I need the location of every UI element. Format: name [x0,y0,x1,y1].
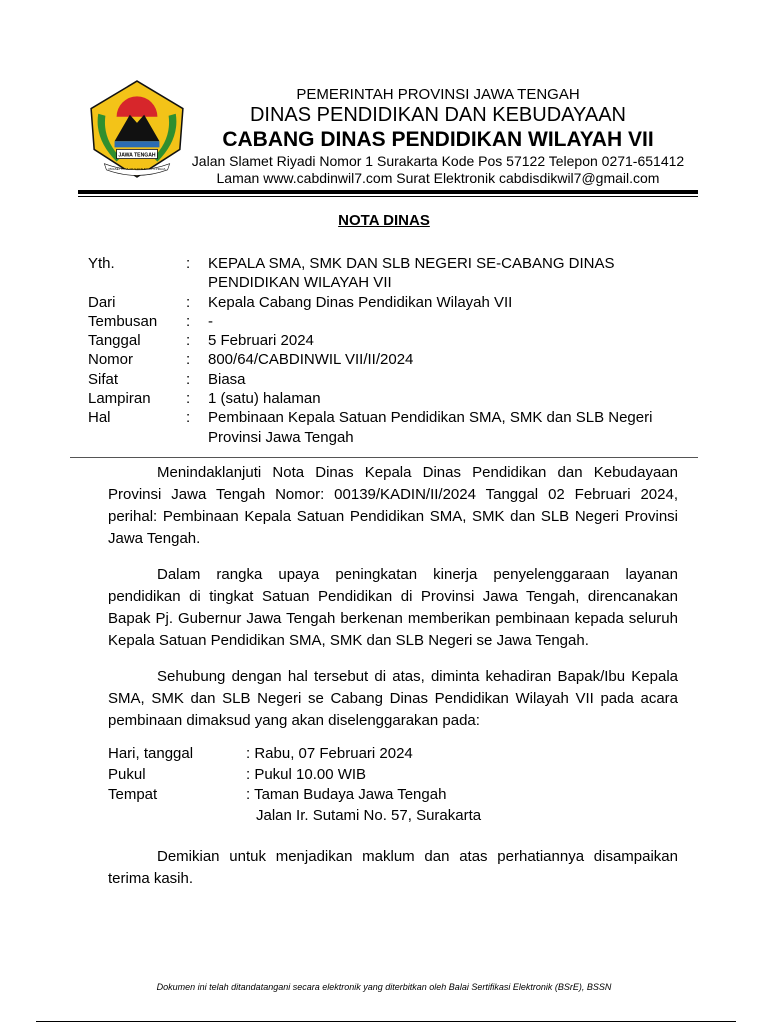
memo-metadata [88,254,688,447]
meta-row-lampiran [88,389,688,408]
meta-label: Yth. [88,255,115,272]
meta-value: Biasa [208,370,246,388]
schedule-value: : Rabu, 07 Februari 2024 [246,745,413,762]
meta-label: Tanggal [88,332,141,350]
schedule-row-date [108,744,678,765]
meta-row-dari [88,293,688,312]
meta-row-hal [88,408,688,447]
meta-value: 800/64/CABDINWIL VII/II/2024 [208,351,414,369]
jawa-tengah-emblem-logo [86,78,188,180]
schedule-label: Tempat [108,786,158,803]
schedule-value: Jalan Ir. Sutami No. 57, Surakarta [256,806,482,824]
meta-row-tanggal [88,331,688,350]
meta-label: Hal [88,409,111,427]
emblem-motto-text: PRASETYA ULAH SAKTI BHAKTI PRAJA [108,166,166,171]
meta-value: 1 (satu) halaman [208,390,321,408]
paragraph-2: Dalam rangka upaya peningkatan kinerja penyelenggaraan layanan pendidikan di tingkat Satuan Pendidikan di Provinsi Jawa Tengah, direncanakan Bapak Pj. Gubernur Jawa Tengah berkenan memberikan pembinaan kepada seluruh Kepala Satuan Pendidikan SMA, SMK dan SLB Negeri se Jawa Tengah. [108,566,678,649]
letterhead-thick-rule [78,190,698,194]
meta-value: Pembinaan Kepala Satuan Pendidikan SMA, SMK dan SLB Negeri Provinsi Jawa Tengah [208,409,653,446]
event-schedule [108,744,678,826]
paragraph-closing: Demikian untuk menjadikan maklum dan atas perhatiannya disampaikan terima kasih. [108,848,678,887]
meta-colon: : [186,370,191,388]
emblem-water [115,141,160,147]
meta-value: KEPALA SMA, SMK DAN SLB NEGERI SE-CABANG DINAS PENDIDIKAN WILAYAH VII [208,255,615,292]
meta-row-tembusan [88,312,688,331]
emblem-banner-text: JAWA TENGAH [118,152,156,159]
meta-value: - [208,312,213,330]
meta-colon: : [186,351,191,369]
meta-value: 5 Februari 2024 [208,332,314,350]
paragraph-1: Menindaklanjuti Nota Dinas Kepala Dinas Pendidikan dan Kebudayaan Provinsi Jawa Tengah Nomor: 00139/KADIN/II/2024 Tanggal 02 Februari 2024, perihal: Pembinaan Kepala Satuan Pendidikan SMA, SMK dan SLB Negeri Provinsi Jawa Tengah. [108,464,678,547]
letterhead-contact: Laman www.cabdinwil7.com Surat Elektronik cabdisdikwil7@gmail.com [216,170,660,186]
schedule-row-address [108,806,678,827]
metadata-separator [70,457,698,458]
schedule-label: Pukul [108,765,146,783]
letterhead-agency: DINAS PENDIDIKAN DAN KEBUDAYAAN [249,104,626,126]
meta-colon: : [186,255,191,272]
schedule-row-place [108,785,678,806]
schedule-value: : Pukul 10.00 WIB [246,765,367,783]
meta-colon: : [186,293,191,311]
meta-row-sifat [88,370,688,389]
meta-label: Tembusan [88,312,158,330]
meta-colon: : [186,409,191,427]
letterhead-thin-rule [78,196,698,197]
meta-colon: : [186,312,191,330]
letterhead-branch: CABANG DINAS PENDIDIKAN WILAYAH VII [222,128,654,151]
footer-rule [36,1021,736,1022]
meta-value: Kepala Cabang Dinas Pendidikan Wilayah VII [208,293,513,311]
meta-row-yth [88,254,688,293]
meta-label: Dari [88,293,116,311]
schedule-value: : Taman Budaya Jawa Tengah [246,786,447,803]
schedule-label [108,806,246,827]
meta-label: Sifat [88,370,119,388]
letterhead-government: PEMERINTAH PROVINSI JAWA TENGAH [296,86,580,103]
meta-label: Nomor [88,351,134,369]
meta-colon: : [186,390,191,408]
meta-label: Lampiran [88,390,151,408]
electronic-signature-note: Dokumen ini telah ditandatangani secara elektronik yang diterbitkan oleh Balai Sertifikasi Elektronik (BSrE), BSSN [156,982,612,992]
letterhead-address: Jalan Slamet Riyadi Nomor 1 Surakarta Kode Pos 57122 Telepon 0271-651412 [191,153,685,169]
paragraph-3: Sehubung dengan hal tersebut di atas, diminta kehadiran Bapak/Ibu Kepala SMA, SMK dan SLB Negeri se Cabang Dinas Pendidikan Wilayah VII pada acara pembinaan dimaksud yang akan diselenggarakan pada: [108,668,678,729]
meta-row-nomor [88,350,688,369]
document-title: NOTA DINAS [338,212,430,229]
schedule-row-time [108,765,678,786]
letterhead [180,86,696,187]
schedule-label: Hari, tanggal [108,745,194,762]
meta-colon: : [186,332,191,350]
